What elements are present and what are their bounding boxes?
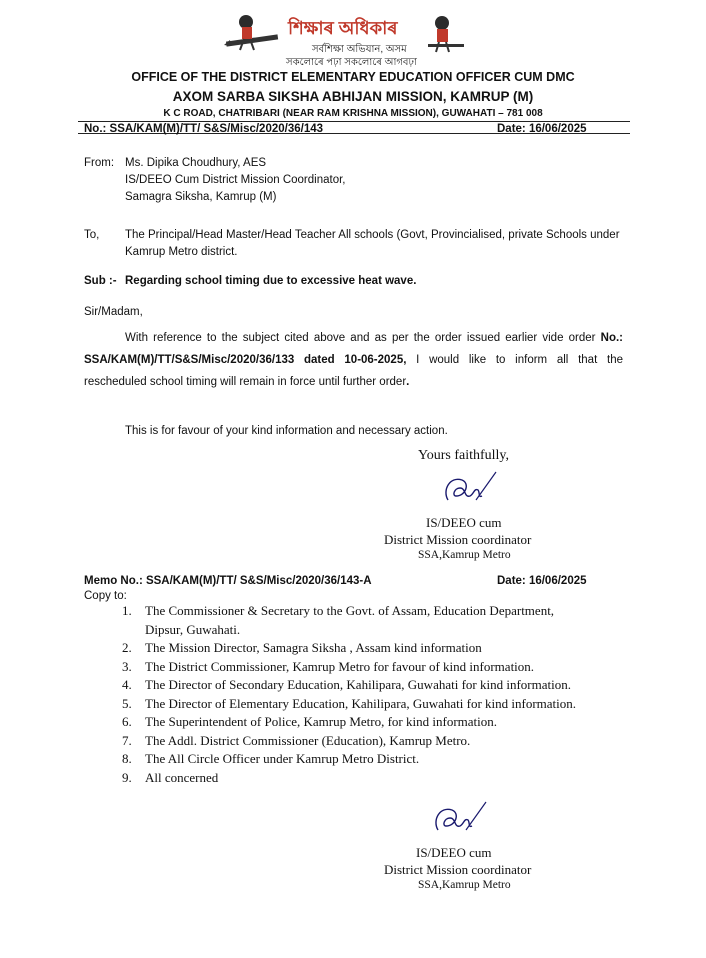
sign-off: Yours faithfully, [418,448,510,463]
logo-title: শিক্ষাৰ অধিকাৰ [288,18,398,38]
letterhead-logo [222,12,282,56]
signatory-designation: District Mission coordinator [384,862,532,877]
list-item: 5. The Director of Elementary Education, Kahilipara, Guwahati for kind information. [122,695,577,711]
signatory-office: SSA,Kamrup Metro [418,879,511,891]
to-recipient-cont: Kamrup Metro district. [125,246,238,258]
from-office: Samagra Siksha, Kamrup (M) [125,191,277,203]
closing-line: This is for favour of your kind information and necessary action. [125,425,448,437]
from-label: From: [84,157,115,169]
logo-subtitle: সৰ্বশিক্ষা অভিযান, অসম [312,44,407,55]
list-item: 9. All concerned [122,769,219,785]
paragraph-text: rescheduled school timing will remain in force until further order [84,376,407,388]
from-name: Ms. Dipika Choudhury, AES [125,157,267,169]
copy-to-label: Copy to: [84,590,127,602]
list-item: 1. The Commissioner & Secretary to the Govt. of Assam, Education Department, Dipsur, Guwahati. [122,603,555,637]
reference-number: No.: SSA/KAM(M)/TT/ S&S/Misc/2020/36/143 [84,123,324,135]
list-item: 8. The All Circle Officer under Kamrup Metro District. [122,751,420,766]
signatory-office: SSA,Kamrup Metro [418,549,511,561]
to-recipient: The Principal/Head Master/Head Teacher All schools (Govt, Provincialised, private Schools under [125,229,620,241]
memo-number: Memo No.: SSA/KAM(M)/TT/ S&S/Misc/2020/36/143-A [84,575,372,587]
list-item: 2. The Mission Director, Samagra Siksha , Assam kind information [122,640,482,655]
memo-date: Date: 16/06/2025 [497,575,587,587]
paragraph-text: With reference to the subject cited above and as per the order issued earlier vide order [125,332,601,344]
signatory-title: IS/DEEO cum [416,845,492,860]
paragraph-line-3 [84,374,409,391]
signature-mark [430,800,490,840]
to-label: To, [84,229,100,241]
list-item: 3. The District Commissioner, Kamrup Metro for favour of kind information. [122,658,535,674]
list-item: 7. The Addl. District Commissioner (Education), Kamrup Metro. [122,732,471,748]
signatory-title: IS/DEEO cum [426,515,502,530]
signature-mark [440,470,500,510]
subject-label: Sub :- [84,275,117,287]
copy-to-list [122,602,576,787]
order-reference: SSA/KAM(M)/TT/S&S/Misc/2020/36/133 dated 10-06-2025, [84,354,407,366]
logo-tagline: সকলোৰে পঢ়া সকলোৰে আগবঢ়া [286,57,417,68]
signatory-designation: District Mission coordinator [384,532,532,547]
order-label: No.: [600,332,623,344]
mission-title: AXOM SARBA SIKSHA ABHIJAN MISSION, KAMRUP (M) [172,89,534,104]
salutation: Sir/Madam, [84,306,143,318]
subject-text: Regarding school timing due to excessive heat wave. [125,275,417,287]
paragraph-line-1 [125,330,623,347]
list-item: 4. The Director of Secondary Education, Kahilipara, Guwahati for kind information. [122,677,571,692]
office-title: OFFICE OF THE DISTRICT ELEMENTARY EDUCATION OFFICER CUM DMC [131,70,575,84]
list-item: 6. The Superintendent of Police, Kamrup Metro, for kind information. [122,714,498,729]
reference-date: Date: 16/06/2025 [497,123,587,135]
paragraph-line-2 [84,352,623,369]
logo-right-figure [428,14,464,54]
paragraph-text: I would like to inform all that the [406,354,623,366]
header-rule-top [78,121,630,122]
office-address: K C ROAD, CHATRIBARI (NEAR RAM KRISHNA MISSION), GUWAHATI – 781 008 [163,108,543,119]
from-designation: IS/DEEO Cum District Mission Coordinator, [125,174,346,186]
period: . [406,376,410,388]
